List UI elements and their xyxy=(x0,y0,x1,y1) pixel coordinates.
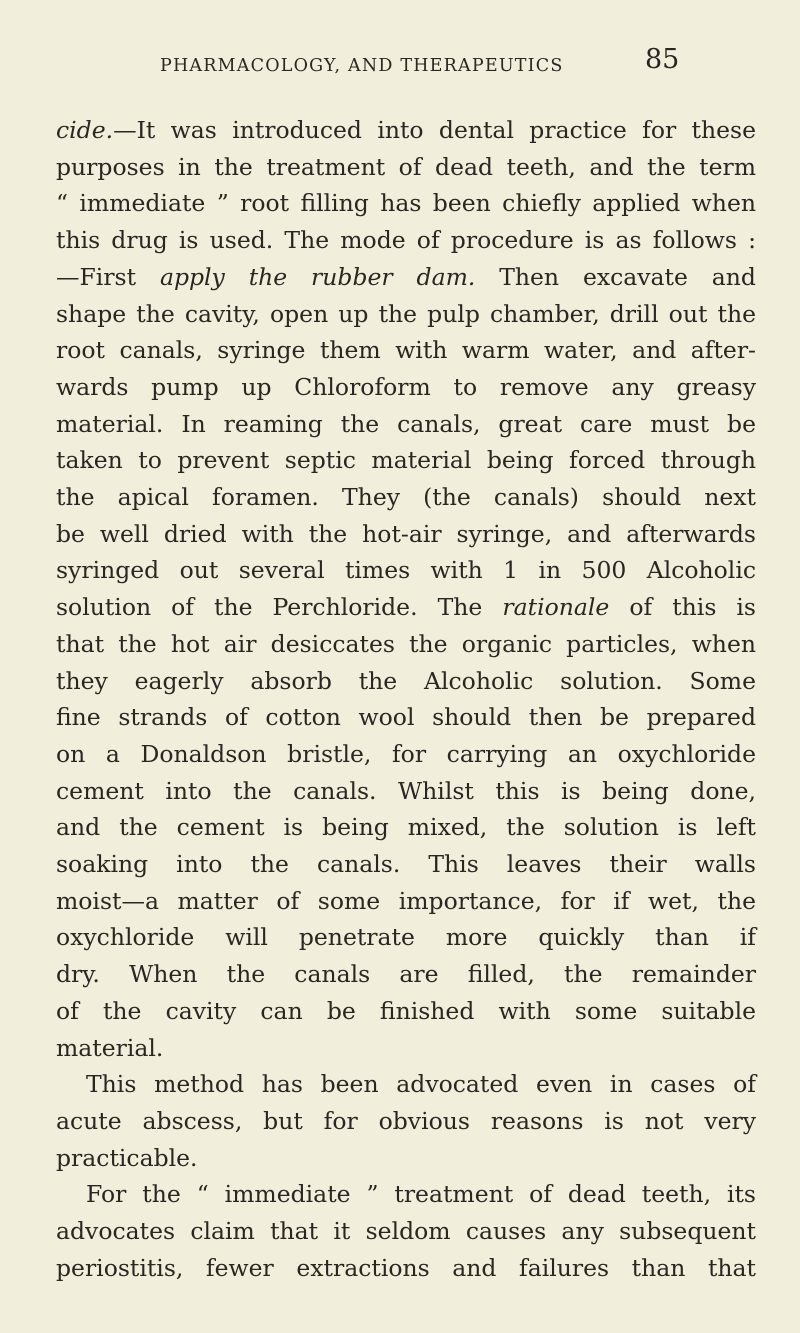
text-span: solution of the Perchloride. The xyxy=(56,593,483,622)
paragraph xyxy=(56,1176,756,1286)
page-number: 85 xyxy=(645,44,680,75)
text-line: root canals, syringe them with warm water, and after- xyxy=(56,336,756,365)
paragraph xyxy=(56,1066,756,1176)
text-line: dry. When the canals are filled, the remainder xyxy=(56,960,756,989)
text-line: syringed out several times with 1 in 500 Alcoholic xyxy=(56,556,756,585)
text-line: be well dried with the hot-air syringe, and afterwards xyxy=(56,519,756,548)
text-line: moist—a matter of some importance, for if wet, the xyxy=(56,886,756,915)
text-line: acute abscess, but for obvious reasons is not very xyxy=(56,1106,756,1135)
running-head: PHARMACOLOGY, AND THERAPEUTICS xyxy=(160,56,564,76)
text-line: the apical foramen. They (the canals) should next xyxy=(56,483,756,512)
text-line: advocates claim that it seldom causes any subsequent xyxy=(56,1217,756,1246)
text-span: —First xyxy=(56,262,137,291)
text-span: of this is xyxy=(629,593,756,622)
paragraph xyxy=(56,112,756,1066)
text-line: shape the cavity, open up the pulp chamber, drill out the xyxy=(56,299,756,328)
italic-text: cide. xyxy=(56,116,114,144)
italic-text: rationale xyxy=(502,593,610,622)
text-line: taken to prevent septic material being forced through xyxy=(56,446,756,475)
text-line: oxychloride will penetrate more quickly than if xyxy=(56,923,756,952)
text-line: This method has been advocated even in cases of xyxy=(86,1070,756,1099)
text-line: “ immediate ” root filling has been chiefly applied when xyxy=(56,189,756,218)
text-line: on a Donaldson bristle, for carrying an oxychloride xyxy=(56,739,756,768)
text-line: purposes in the treatment of dead teeth, and the term xyxy=(56,152,756,181)
text-line xyxy=(56,259,756,296)
text-line: material. In reaming the canals, great care must be xyxy=(56,409,756,438)
text-line: that the hot air desiccates the organic particles, when xyxy=(56,629,756,658)
text-line: periostitis, fewer extractions and failures than that xyxy=(56,1253,756,1282)
body-text xyxy=(56,112,756,1287)
text-line: material. xyxy=(56,1033,164,1062)
text-line: this drug is used. The mode of procedure is as follows : xyxy=(56,226,756,255)
text-line: wards pump up Chloroform to remove any greasy xyxy=(56,372,756,401)
text-line: practicable. xyxy=(56,1143,198,1172)
text-line: of the cavity can be finished with some suitable xyxy=(56,996,756,1025)
text-line: cement into the canals. Whilst this is being done, xyxy=(56,776,756,805)
text-span: Then excavate and xyxy=(499,262,756,291)
text-line: fine strands of cotton wool should then be prepared xyxy=(56,703,756,732)
text-line: For the “ immediate ” treatment of dead teeth, its xyxy=(86,1180,756,1209)
text-span: —It was introduced into dental practice for these xyxy=(113,116,756,144)
text-line: soaking into the canals. This leaves their walls xyxy=(56,850,756,879)
text-line: and the cement is being mixed, the solution is left xyxy=(56,813,756,842)
text-line xyxy=(56,112,756,149)
text-line xyxy=(56,589,756,626)
text-line: they eagerly absorb the Alcoholic solution. Some xyxy=(56,666,756,695)
italic-text: apply the rubber dam. xyxy=(159,262,476,291)
